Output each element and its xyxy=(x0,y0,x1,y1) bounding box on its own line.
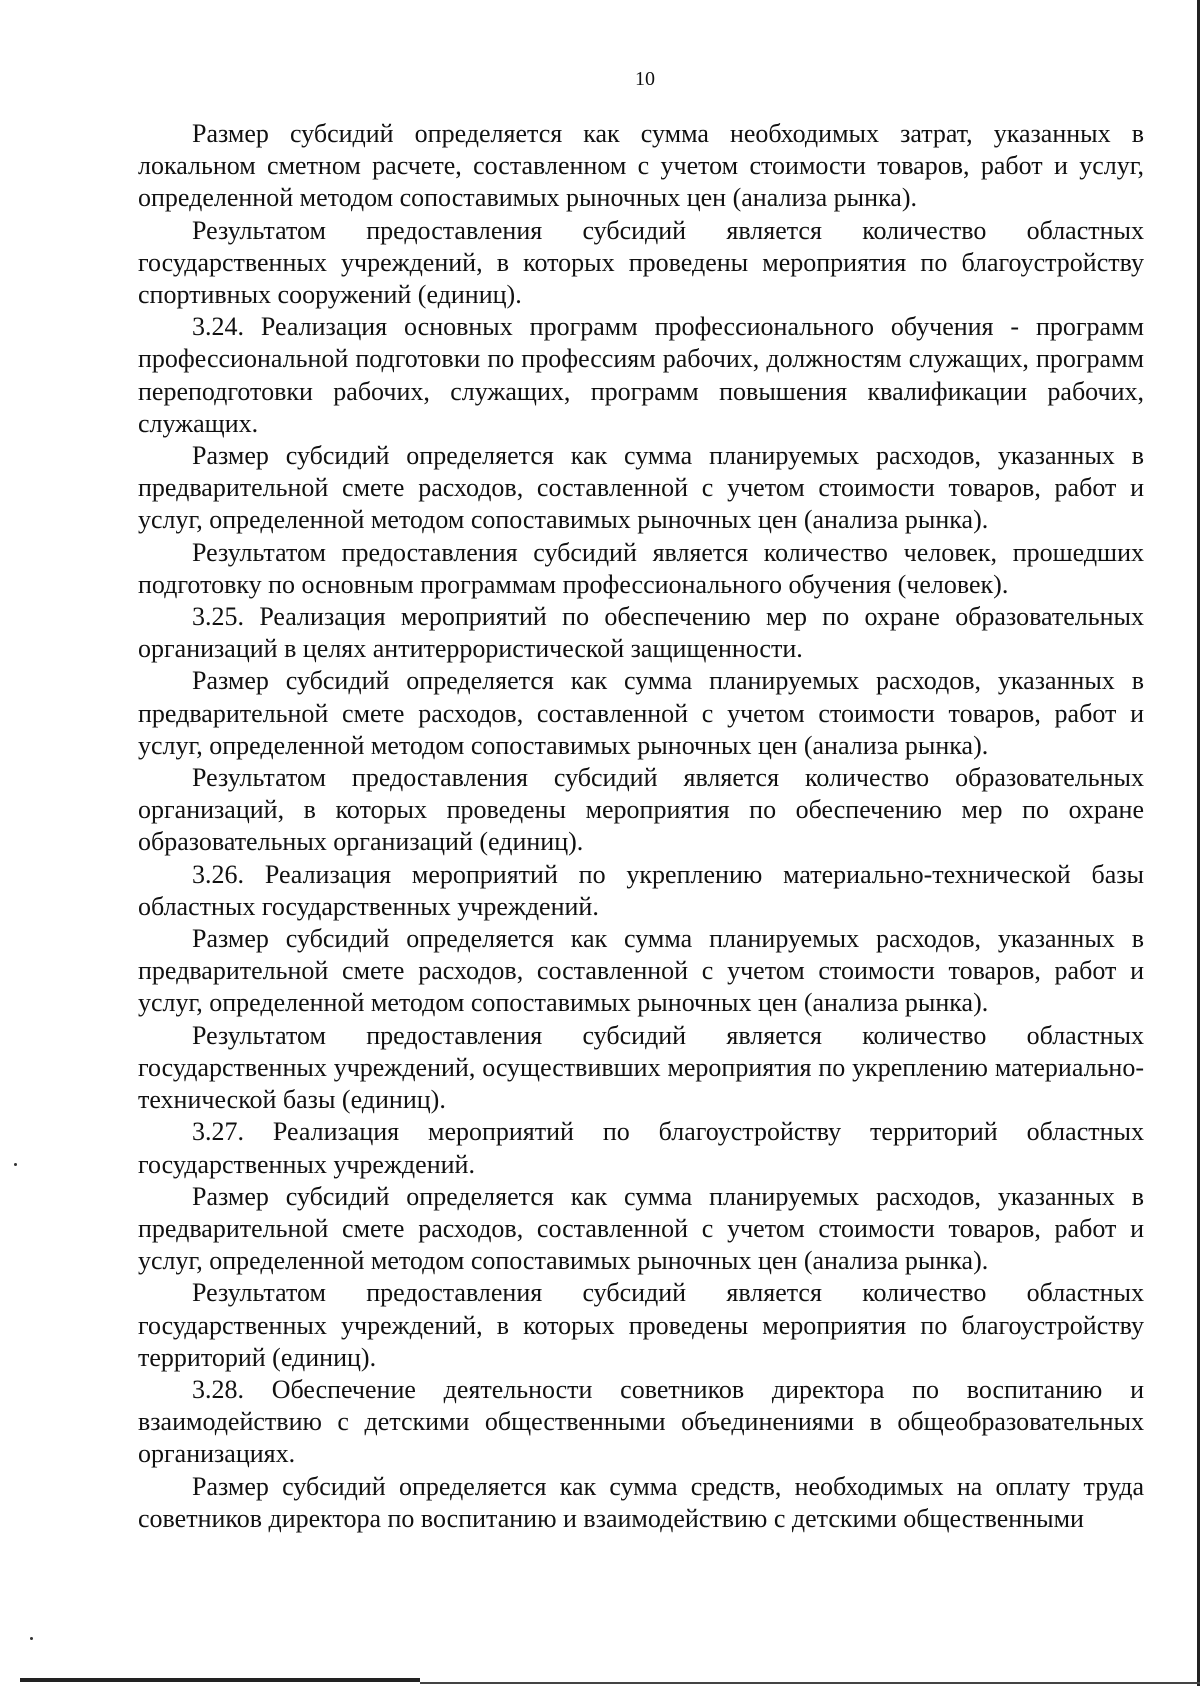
paragraph: Размер субсидий определяется как сумма средств, необходимых на оплату труда советников директора по воспитанию и взаимодействию с детскими общественными xyxy=(138,1471,1144,1533)
paragraph: Размер субсидий определяется как сумма необходимых затрат, указанных в локальном сметном расчете, составленном с учетом стоимости товаров, работ и услуг, определенной методом сопоставимых рыночных цен (анализа рынка). xyxy=(138,119,1144,213)
paragraph: Результатом предоставления субсидий является количество областных государственных учреждений, осуществивших мероприятия по укреплению материально-технической базы (единиц). xyxy=(138,1020,1144,1115)
paragraph-section-3-25: 3.25. Реализация мероприятий по обеспечению мер по охране образовательных организаций в целях антитеррористической защищенности. xyxy=(138,602,1144,664)
scan-speck xyxy=(30,1637,33,1640)
paragraph: Размер субсидий определяется как сумма планируемых расходов, указанных в предварительной смете расходов, составленной с учетом стоимости товаров, работ и услуг, определенной методом сопоставимых рыночных цен (анализа рынка). xyxy=(138,666,1144,760)
scan-speck xyxy=(14,1163,17,1166)
paragraph: Размер субсидий определяется как сумма планируемых расходов, указанных в предварительной смете расходов, составленной с учетом стоимости товаров, работ и услуг, определенной методом сопоставимых рыночных цен (анализа рынка). xyxy=(138,1181,1144,1276)
paragraph: Результатом предоставления субсидий является количество областных государственных учреждений, в которых проведены мероприятия по благоустройству спортивных сооружений (единиц). xyxy=(138,215,1144,310)
paragraph: Результатом предоставления субсидий является количество образовательных организаций, в которых проведены мероприятия по обеспечению мер по охране образовательных организаций (единиц). xyxy=(138,763,1144,857)
paragraph: Результатом предоставления субсидий является количество областных государственных учреждений, в которых проведены мероприятия по благоустройству территорий (единиц). xyxy=(138,1278,1144,1372)
paragraph: Размер субсидий определяется как сумма планируемых расходов, указанных в предварительной смете расходов, составленной с учетом стоимости товаров, работ и услуг, определенной методом сопоставимых рыночных цен (анализа рынка). xyxy=(138,441,1144,535)
scan-edge-bottom xyxy=(20,1672,1200,1686)
paragraph-section-3-26: 3.26. Реализация мероприятий по укреплению материально-технической базы областных государственных учреждений. xyxy=(138,859,1144,921)
scan-artifact-line xyxy=(420,1682,1200,1684)
paragraph-section-3-27: 3.27. Реализация мероприятий по благоустройству территорий областных государственных учреждений. xyxy=(138,1117,1144,1179)
scan-artifact-bar xyxy=(20,1678,420,1682)
paragraph-section-3-28: 3.28. Обеспечение деятельности советников директора по воспитанию и взаимодействию с детскими общественными объединениями в общеобразовательных организациях. xyxy=(138,1374,1144,1469)
page-number: 10 xyxy=(635,68,655,90)
paragraph: Размер субсидий определяется как сумма планируемых расходов, указанных в предварительной смете расходов, составленной с учетом стоимости товаров, работ и услуг, определенной методом сопоставимых рыночных цен (анализа рынка). xyxy=(138,924,1144,1018)
document-body xyxy=(138,118,1144,1535)
paragraph: Результатом предоставления субсидий является количество человек, прошедших подготовку по основным программам профессионального обучения (человек). xyxy=(138,537,1144,599)
paragraph-section-3-24: 3.24. Реализация основных программ профессионального обучения - программ профессиональной подготовки по профессиям рабочих, должностям служащих, программ переподготовки рабочих, служащих, программ повышения квалификации рабочих, служащих. xyxy=(138,312,1144,438)
